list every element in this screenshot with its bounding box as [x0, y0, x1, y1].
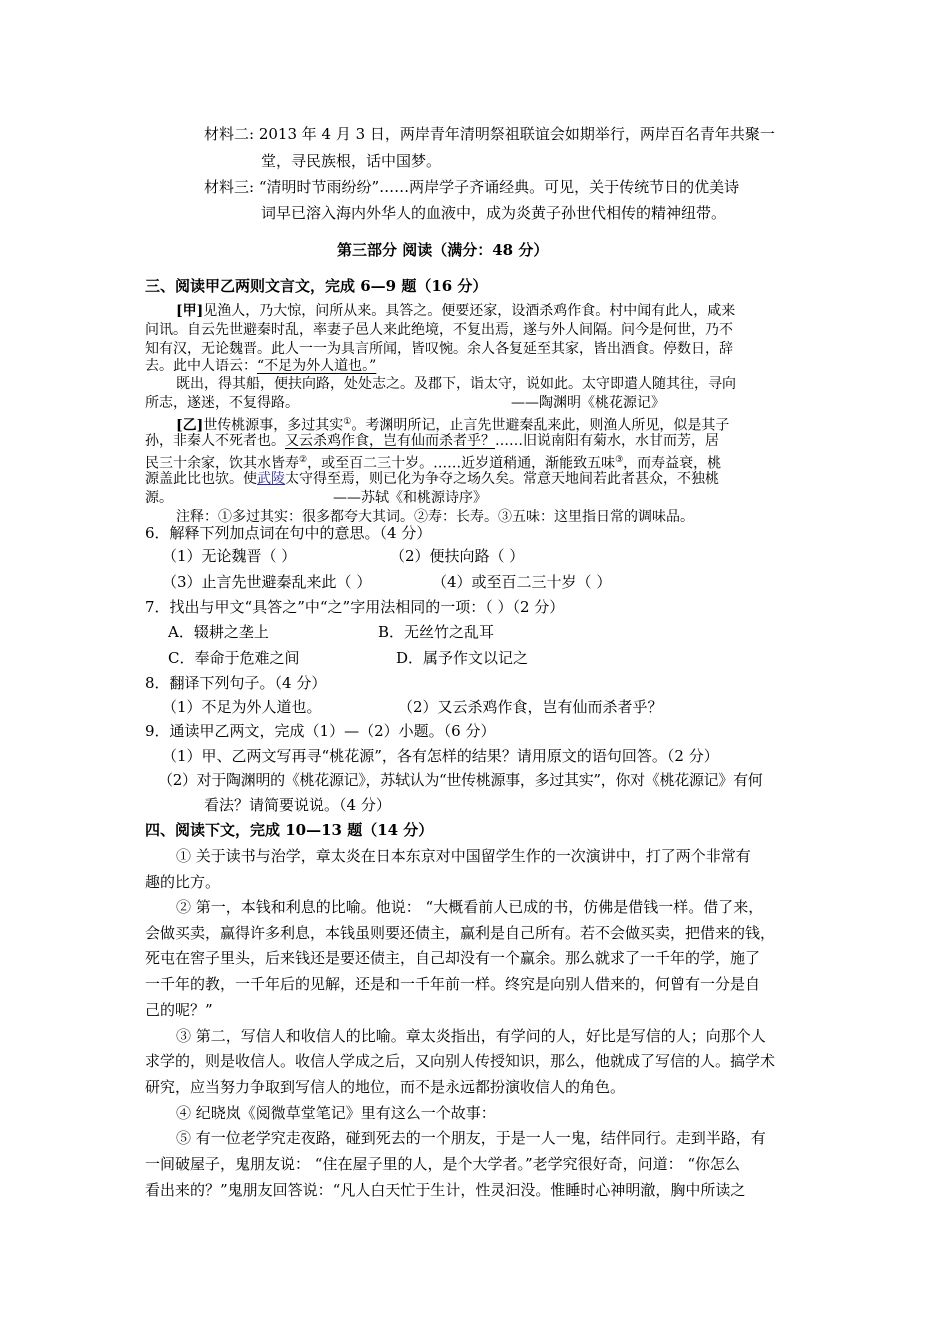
- yi-text-4a: 源盖此比也欤。使: [145, 471, 257, 487]
- yi-line-5: 源。: [145, 490, 173, 506]
- q6-item-2: （2）便扶向路（ ）: [390, 547, 525, 565]
- s4-p3-line-1: ③ 第二，写信人和收信人的比喻。章太炎指出，有学问的人，好比是写信的人；向那个人: [176, 1027, 766, 1045]
- q9-item-2-line-2: 看法？请简要说说。（4 分）: [204, 796, 391, 814]
- yi-text-2b-underlined: 又云杀鸡作食，岂有仙而杀者乎？: [285, 433, 495, 449]
- jia-line-3: 知有汉，无论魏晋。此人一一为具言所闻，皆叹惋。余人各复延至其家，皆出酒食。停数日，辞: [145, 341, 733, 357]
- q7-option-c: C．奉命于危难之间: [168, 649, 300, 667]
- s4-p2-line-3: 死屯在窖子里头，后来钱还是要还债主，自己却没有一个赢余。那么就求了一千年的学，施了: [145, 949, 761, 967]
- material-2-line-2: 堂，寻民族根，话中国梦。: [261, 152, 442, 170]
- s4-p1-line-1: ① 关于读书与治学，章太炎在日本东京对中国留学生作的一次演讲中，打了两个非常有: [176, 847, 751, 865]
- s4-p2-line-5: 己的呢？”: [145, 1001, 213, 1019]
- yi-line-2: [145, 431, 719, 451]
- material-3-line-1: 材料三: “清明时节雨纷纷”……两岸学子齐诵经典。可见，关于传统节日的优美诗: [204, 178, 740, 196]
- jia-source: ——陶渊明《桃花源记》: [511, 395, 665, 411]
- q9-item-1: （1）甲、乙两文写再寻“桃花源”，各有怎样的结果？请用原文的语句回答。（2 分）: [162, 747, 719, 765]
- jia-tag: [甲]: [176, 303, 204, 319]
- q8-item-2: （2）又云杀鸡作食，岂有仙而杀者乎？: [398, 698, 663, 716]
- jia-text-1: 见渔人，乃大惊，问所从来。具答之。便要还家，设酒杀鸡作食。村中闻有此人，咸来: [203, 303, 736, 319]
- q8-stem: 8．翻译下列句子。（4 分）: [145, 674, 327, 692]
- jia-quote-underlined: “不足为外人道也。”: [257, 358, 377, 374]
- part-3-title: 第三部分 阅读（满分：48 分）: [337, 241, 549, 259]
- s4-p5-line-1: ⑤ 有一位老学究走夜路，碰到死去的一个朋友，于是一人一鬼，结伴同行。走到半路，有: [176, 1129, 766, 1147]
- material-3-line-2: 词早已溶入海内外华人的血液中，成为炎黄子孙世代相传的精神纽带。: [261, 204, 727, 222]
- q7-option-a: A．辍耕之垄上: [168, 623, 269, 641]
- jia-line-5: 既出，得其船，便扶向路，处处志之。及郡下，诣太守，说如此。太守即遣人随其往，寻向: [176, 376, 736, 392]
- jia-line-4: [145, 356, 376, 376]
- wuling-link[interactable]: 武陵: [257, 471, 285, 487]
- q7-stem: 7．找出与甲文“具答之”中“之”字用法相同的一项：（ ）（2 分）: [145, 598, 565, 616]
- yi-text-3a: 民三十余家，饮其水皆寿: [145, 455, 299, 472]
- footnote-1: ①: [343, 417, 352, 427]
- s4-p3-line-2: 求学的，则是收信人。收信人学成之后，又向别人传授知识，那么，他就成了写信的人。搞学术: [145, 1052, 776, 1070]
- q6-item-1: （1）无论魏晋（ ）: [162, 547, 297, 565]
- section-3-heading: 三、阅读甲乙两则文言文，完成 6—9 题（16 分）: [145, 277, 488, 295]
- yi-text-2a: 孙，非秦人不死者也。: [145, 433, 285, 449]
- q9-item-2-line-1: （2）对于陶渊明的《桃花源记》，苏轼认为“世传桃源事，多过其实”，你对《桃花源记》有何: [158, 771, 763, 789]
- jia-text-4a: 去。此中人语云：: [145, 358, 257, 374]
- material-2-line-1: 材料二: 2013 年 4 月 3 日，两岸青年清明祭祖联谊会如期举行，两岸百名青年共聚一: [204, 125, 775, 143]
- q9-stem: 9．通读甲乙两文，完成（1）—（2）小题。（6 分）: [145, 722, 496, 740]
- footnote-2: ②: [299, 455, 308, 465]
- yi-text-1b: 。考渊明所记，止言先世避秦乱来此，则渔人所见，似是其子: [351, 417, 730, 434]
- s4-p2-line-1: ② 第一，本钱和利息的比喻。他说： “大概看前人已成的书，仿佛是借钱一样。借了来，: [176, 898, 764, 916]
- s4-p2-line-4: 一千年的教，一千年后的见解，还是和一千年前一样。终究是向别人借来的，何曾有一分是自: [145, 975, 761, 993]
- yi-text-3c: ，而寿益衰，桃: [623, 455, 722, 472]
- q8-item-1: （1）不足为外人道也。: [162, 698, 322, 716]
- s4-p5-line-3: 看出来的？”鬼朋友回答说：“凡人白天忙于生计，性灵汩没。惟睡时心神明澈，胸中所读之: [145, 1181, 746, 1199]
- jia-line-6: 所志，遂迷，不复得路。: [145, 395, 299, 411]
- s4-p3-line-3: 研究，应当努力争取到写信人的地位，而不是永远都扮演收信人的角色。: [145, 1078, 626, 1096]
- q6-item-3: （3）止言先世避秦乱来此（ ）: [162, 573, 372, 591]
- annotations: 注释：①多过其实：很多都夸大其词。②寿：长寿。③五味：这里指日常的调味品。: [176, 509, 694, 525]
- q6-stem: 6．解释下列加点词在句中的意思。（4 分）: [145, 524, 432, 542]
- yi-source: ——苏轼《和桃源诗序》: [333, 490, 487, 506]
- s4-p1-line-2: 趣的比方。: [145, 873, 221, 891]
- q7-option-d: D．属予作文以记之: [396, 649, 529, 667]
- yi-text-3b: ，或至百二三十岁。……近岁道稍通，渐能致五味: [307, 455, 616, 472]
- q7-option-b: B．无丝竹之乱耳: [378, 623, 495, 641]
- yi-text-4b: 太守得至焉，则已化为争夺之场久矣。常意天地间若此者甚众，不独桃: [285, 471, 719, 487]
- jia-line-1: [176, 301, 735, 321]
- yi-text-2c: ……旧说南阳有菊水，水甘而芳，居: [495, 433, 719, 449]
- q6-item-4: （4）或至百二三十岁（ ）: [432, 573, 612, 591]
- yi-line-4: [145, 469, 719, 489]
- yi-text-1a: 世传桃源事，多过其实: [203, 417, 344, 434]
- yi-tag: [乙]: [176, 417, 204, 434]
- s4-p2-line-2: 会做买卖，赢得许多利息，本钱虽则要还债主，赢利是自己所有。若不会做买卖，把借来的钱，: [145, 924, 776, 942]
- footnote-3: ③: [615, 455, 624, 465]
- jia-line-2: 问讯。自云先世避秦时乱，率妻子邑人来此绝境，不复出焉，遂与外人间隔。问今是何世，乃不: [145, 322, 733, 338]
- section-4-heading: 四、阅读下文，完成 10—13 题（14 分）: [145, 821, 434, 839]
- s4-p4: ④ 纪晓岚《阅微草堂笔记》里有这么一个故事：: [176, 1104, 496, 1122]
- s4-p5-line-2: 一间破屋子，鬼朋友说： “住在屋子里的人，是个大学者。”老学究很好奇，问道： “你怎么: [145, 1155, 741, 1173]
